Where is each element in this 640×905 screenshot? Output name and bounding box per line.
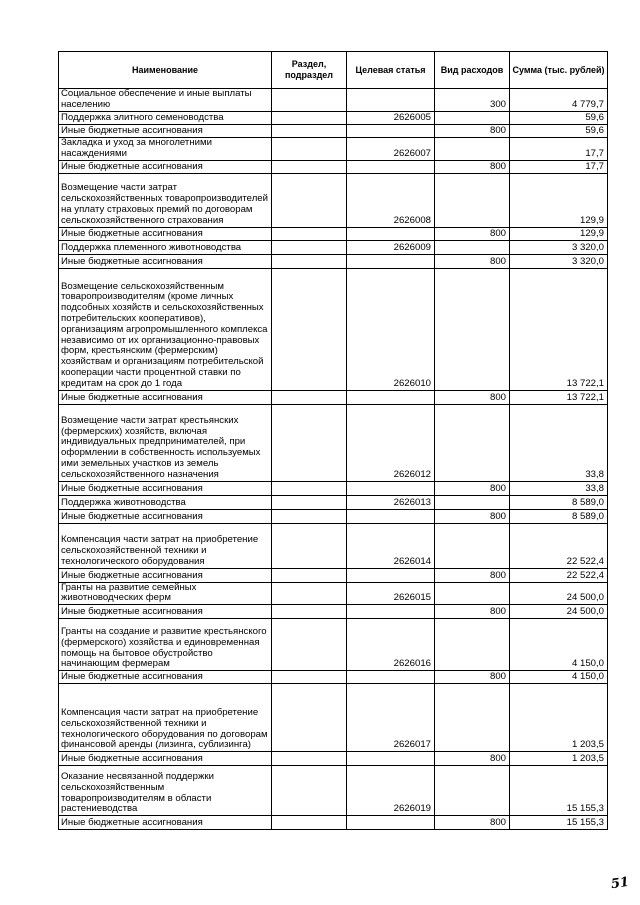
cell-sum: 4 779,7 <box>510 89 608 112</box>
cell-type: 800 <box>435 254 510 268</box>
cell-name: Возмещение сельскохозяйственным товаропроизводителям (кроме личных подсобных хозяйств и сельскохозяйственных потребительских кооперативов), организациям агропромышленного комплекса независимо от их организационно-правовых форм, крестьянским (фермерским) хозяйствам и организациям потребительской кооперации части процентной ставки по кредитам на срок до 1 года <box>59 268 272 390</box>
cell-target <box>347 481 435 495</box>
cell-name: Поддержка племенного животноводства <box>59 240 272 254</box>
cell-section <box>272 568 347 582</box>
cell-name: Иные бюджетные ассигнования <box>59 160 272 173</box>
cell-type <box>435 404 510 481</box>
cell-section <box>272 404 347 481</box>
cell-type: 800 <box>435 160 510 173</box>
cell-target: 2626005 <box>347 112 435 125</box>
table-row <box>59 671 608 684</box>
cell-target <box>347 227 435 240</box>
cell-section <box>272 582 347 605</box>
cell-type: 800 <box>435 390 510 404</box>
cell-type <box>435 112 510 125</box>
cell-type: 800 <box>435 481 510 495</box>
cell-type <box>435 523 510 568</box>
cell-target <box>347 816 435 830</box>
header-name: Наименование <box>59 52 272 89</box>
cell-type <box>435 138 510 161</box>
cell-type: 800 <box>435 752 510 766</box>
cell-section <box>272 816 347 830</box>
cell-section <box>272 254 347 268</box>
cell-sum: 8 589,0 <box>510 495 608 509</box>
cell-target: 2626008 <box>347 173 435 227</box>
table-row <box>59 173 608 227</box>
cell-sum: 17,7 <box>510 160 608 173</box>
cell-target <box>347 390 435 404</box>
cell-sum: 17,7 <box>510 138 608 161</box>
table-row <box>59 523 608 568</box>
cell-sum: 24 500,0 <box>510 605 608 619</box>
table-row <box>59 390 608 404</box>
cell-section <box>272 160 347 173</box>
cell-target: 2626012 <box>347 404 435 481</box>
header-target: Целевая статья <box>347 52 435 89</box>
cell-name: Компенсация части затрат на приобретение сельскохозяйственной техники и технологического оборудования <box>59 523 272 568</box>
cell-sum: 1 203,5 <box>510 684 608 752</box>
cell-name: Иные бюджетные ассигнования <box>59 671 272 684</box>
cell-sum: 4 150,0 <box>510 671 608 684</box>
cell-sum: 15 155,3 <box>510 816 608 830</box>
cell-sum: 13 722,1 <box>510 390 608 404</box>
cell-sum: 129,9 <box>510 173 608 227</box>
cell-name: Гранты на создание и развитие крестьянского (фермерского) хозяйства и единовременная помощь на бытовое обустройство начинающим фермерам <box>59 619 272 671</box>
cell-section <box>272 671 347 684</box>
budget-table <box>58 51 608 830</box>
cell-name: Иные бюджетные ассигнования <box>59 227 272 240</box>
cell-sum: 22 522,4 <box>510 523 608 568</box>
cell-name: Возмещение части затрат крестьянских (фермерских) хозяйств, включая индивидуальных предпринимателей, при оформлении в собственность используемых ими земельных участков из земель сельскохозяйственного назначения <box>59 404 272 481</box>
cell-name: Иные бюджетные ассигнования <box>59 509 272 523</box>
cell-type: 800 <box>435 816 510 830</box>
cell-section <box>272 495 347 509</box>
cell-name: Социальное обеспечение и иные выплаты населению <box>59 89 272 112</box>
cell-name: Гранты на развитие семейных животноводческих ферм <box>59 582 272 605</box>
cell-section <box>272 619 347 671</box>
cell-name: Иные бюджетные ассигнования <box>59 752 272 766</box>
cell-sum: 8 589,0 <box>510 509 608 523</box>
cell-section <box>272 173 347 227</box>
cell-section <box>272 268 347 390</box>
cell-target: 2626019 <box>347 766 435 816</box>
cell-section <box>272 605 347 619</box>
table-header-row <box>59 52 608 89</box>
table-row <box>59 605 608 619</box>
cell-sum: 24 500,0 <box>510 582 608 605</box>
cell-sum: 4 150,0 <box>510 619 608 671</box>
cell-sum: 33,8 <box>510 481 608 495</box>
cell-section <box>272 752 347 766</box>
cell-section <box>272 481 347 495</box>
cell-target <box>347 752 435 766</box>
cell-type: 800 <box>435 568 510 582</box>
table-row <box>59 138 608 161</box>
cell-target <box>347 254 435 268</box>
cell-section <box>272 766 347 816</box>
cell-name: Иные бюджетные ассигнования <box>59 390 272 404</box>
page-number: 51 <box>610 874 631 893</box>
table-row <box>59 568 608 582</box>
cell-sum: 3 320,0 <box>510 240 608 254</box>
cell-target: 2626017 <box>347 684 435 752</box>
table-row <box>59 254 608 268</box>
cell-target <box>347 605 435 619</box>
cell-sum: 1 203,5 <box>510 752 608 766</box>
cell-name: Иные бюджетные ассигнования <box>59 568 272 582</box>
header-type: Вид расходов <box>435 52 510 89</box>
cell-sum: 13 722,1 <box>510 268 608 390</box>
table-row <box>59 684 608 752</box>
cell-sum: 3 320,0 <box>510 254 608 268</box>
cell-name: Поддержка элитного семеноводства <box>59 112 272 125</box>
table-row <box>59 509 608 523</box>
cell-name: Иные бюджетные ассигнования <box>59 125 272 138</box>
cell-target <box>347 125 435 138</box>
table-row <box>59 227 608 240</box>
cell-section <box>272 138 347 161</box>
cell-name: Поддержка животноводства <box>59 495 272 509</box>
cell-section <box>272 509 347 523</box>
cell-name: Иные бюджетные ассигнования <box>59 816 272 830</box>
cell-type <box>435 495 510 509</box>
cell-type <box>435 684 510 752</box>
cell-type: 800 <box>435 227 510 240</box>
cell-target: 2626013 <box>347 495 435 509</box>
table-row <box>59 404 608 481</box>
cell-name: Оказание несвязанной поддержки сельскохозяйственным товаропроизводителям в области растениеводства <box>59 766 272 816</box>
cell-target: 2626016 <box>347 619 435 671</box>
cell-target <box>347 160 435 173</box>
cell-target: 2626007 <box>347 138 435 161</box>
table-row <box>59 160 608 173</box>
cell-name: Иные бюджетные ассигнования <box>59 605 272 619</box>
table-row <box>59 481 608 495</box>
cell-type <box>435 268 510 390</box>
cell-type: 300 <box>435 89 510 112</box>
cell-sum: 59,6 <box>510 112 608 125</box>
cell-type <box>435 619 510 671</box>
cell-section <box>272 390 347 404</box>
table-row <box>59 112 608 125</box>
cell-target: 2626010 <box>347 268 435 390</box>
cell-section <box>272 227 347 240</box>
cell-type: 800 <box>435 125 510 138</box>
cell-name: Закладка и уход за многолетними насаждениями <box>59 138 272 161</box>
table-body <box>59 89 608 830</box>
cell-section <box>272 112 347 125</box>
table-row <box>59 268 608 390</box>
cell-target: 2626009 <box>347 240 435 254</box>
cell-name: Иные бюджетные ассигнования <box>59 254 272 268</box>
cell-name: Иные бюджетные ассигнования <box>59 481 272 495</box>
cell-type <box>435 766 510 816</box>
cell-type <box>435 173 510 227</box>
cell-section <box>272 684 347 752</box>
cell-target: 2626015 <box>347 582 435 605</box>
cell-name: Компенсация части затрат на приобретение сельскохозяйственной техники и технологического оборудования по договорам финансовой аренды (лизинга, сублизинга) <box>59 684 272 752</box>
table-row <box>59 816 608 830</box>
cell-type <box>435 240 510 254</box>
table-row <box>59 619 608 671</box>
cell-section <box>272 240 347 254</box>
header-sum: Сумма (тыс. рублей) <box>510 52 608 89</box>
cell-sum: 15 155,3 <box>510 766 608 816</box>
cell-target <box>347 89 435 112</box>
cell-name: Возмещение части затрат сельскохозяйственных товаропроизводителей на уплату страховых премий по договорам сельскохозяйственного страхования <box>59 173 272 227</box>
table-row <box>59 240 608 254</box>
table-row <box>59 125 608 138</box>
table-row <box>59 582 608 605</box>
cell-sum: 22 522,4 <box>510 568 608 582</box>
cell-type: 800 <box>435 671 510 684</box>
table-row <box>59 766 608 816</box>
cell-section <box>272 523 347 568</box>
cell-sum: 59,6 <box>510 125 608 138</box>
cell-target <box>347 671 435 684</box>
cell-section <box>272 125 347 138</box>
cell-section <box>272 89 347 112</box>
cell-type <box>435 582 510 605</box>
header-section: Раздел, подраздел <box>272 52 347 89</box>
cell-sum: 33,8 <box>510 404 608 481</box>
cell-target <box>347 568 435 582</box>
table-row <box>59 495 608 509</box>
cell-type: 800 <box>435 509 510 523</box>
cell-sum: 129,9 <box>510 227 608 240</box>
table-row <box>59 752 608 766</box>
cell-target <box>347 509 435 523</box>
cell-target: 2626014 <box>347 523 435 568</box>
cell-type: 800 <box>435 605 510 619</box>
table-row <box>59 89 608 112</box>
